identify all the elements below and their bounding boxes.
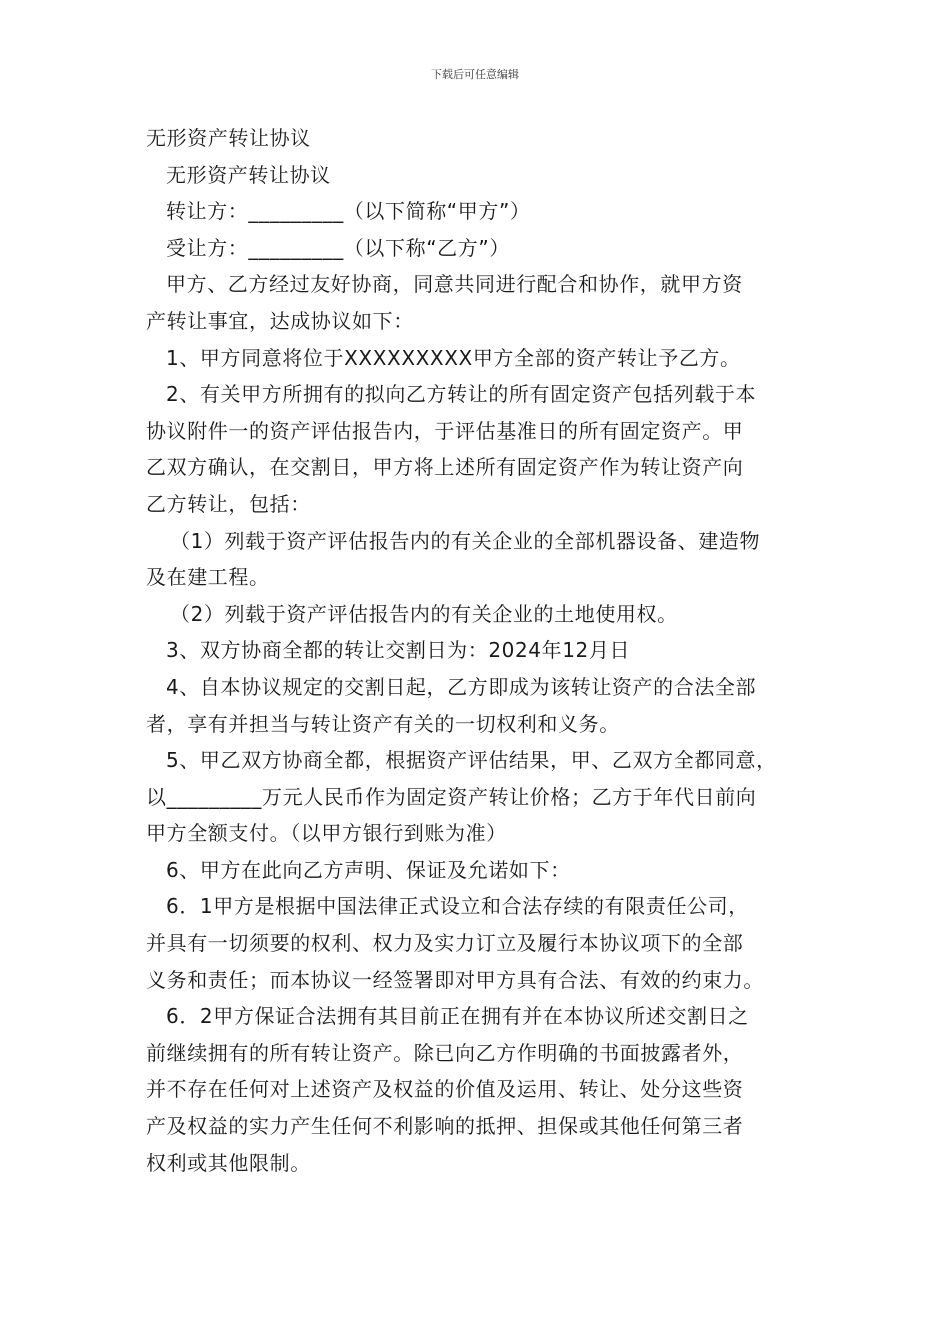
clause-2: 2、有关甲方所拥有的拟向乙方转让的所有固定资产包括列载于本 <box>166 382 757 407</box>
transferor-line: 转让方：_________（以下简称“甲方”） <box>166 199 531 224</box>
paragraph-line: 及在建工程。 <box>146 565 270 590</box>
agreement-heading: 无形资产转让协议 <box>166 162 331 187</box>
paragraph-line: 义务和责任；而本协议一经签署即对甲方具有合法、有效的约束力。 <box>146 967 764 992</box>
page-header-note: 下载后可任意编辑 <box>431 68 519 81</box>
paragraph-line: 以_________万元人民币作为固定资产转让价格；乙方于年代日前向 <box>146 784 757 809</box>
sub-clause-1: （1）列载于资产评估报告内的有关企业的全部机器设备、建造物 <box>170 528 761 553</box>
paragraph-line: 权利或其他限制。 <box>146 1150 311 1175</box>
paragraph-line: 产转让事宜，达成协议如下： <box>146 308 414 333</box>
paragraph-line: 产及权益的实力产生任何不利影响的抵押、担保或其他任何第三者 <box>146 1114 744 1139</box>
clause-3: 3、双方协商全都的转让交割日为：2024年12月日 <box>166 638 631 663</box>
paragraph-line: 乙双方确认，在交割日，甲方将上述所有固定资产作为转让资产向 <box>146 455 744 480</box>
paragraph-line: 者，享有并担当与转让资产有关的一切权利和义务。 <box>146 711 620 736</box>
paragraph-line: 协议附件一的资产评估报告内，于评估基准日的所有固定资产。甲 <box>146 418 744 443</box>
clause-4: 4、自本协议规定的交割日起，乙方即成为该转让资产的合法全部 <box>166 674 757 699</box>
sub-clause-2: （2）列载于资产评估报告内的有关企业的土地使用权。 <box>170 601 678 626</box>
paragraph-line: 甲方全额支付。（以甲方银行到账为准） <box>146 821 507 846</box>
paragraph-line: 甲方、乙方经过友好协商，同意共同进行配合和协作，就甲方资 <box>166 272 743 297</box>
document-body <box>146 120 818 1181</box>
paragraph-line: 前继续拥有的所有转让资产。除已向乙方作明确的书面披露者外， <box>146 1040 744 1065</box>
clause-6-2: 6．2甲方保证合法拥有其目前正在拥有并在本协议所述交割日之 <box>166 1004 749 1029</box>
paragraph-line: 并不存在任何对上述资产及权益的价值及运用、转让、处分这些资 <box>146 1077 744 1102</box>
paragraph-line: 乙方转让，包括： <box>146 491 311 516</box>
clause-6: 6、甲方在此向乙方声明、保证及允诺如下： <box>166 857 571 882</box>
paragraph-line: 并具有一切须要的权利、权力及实力订立及履行本协议项下的全部 <box>146 931 744 956</box>
clause-6-1: 6．1甲方是根据中国法律正式设立和合法存续的有限责任公司， <box>166 894 749 919</box>
clause-5: 5、甲乙双方协商全都，根据资产评估结果，甲、乙双方全都同意， <box>166 748 777 773</box>
clause-1: 1、甲方同意将位于XXXXXXXXX甲方全部的资产转让予乙方。 <box>166 345 741 370</box>
document-title: 无形资产转让协议 <box>146 126 311 150</box>
transferee-line: 受让方：_________（以下称“乙方”） <box>166 235 510 260</box>
